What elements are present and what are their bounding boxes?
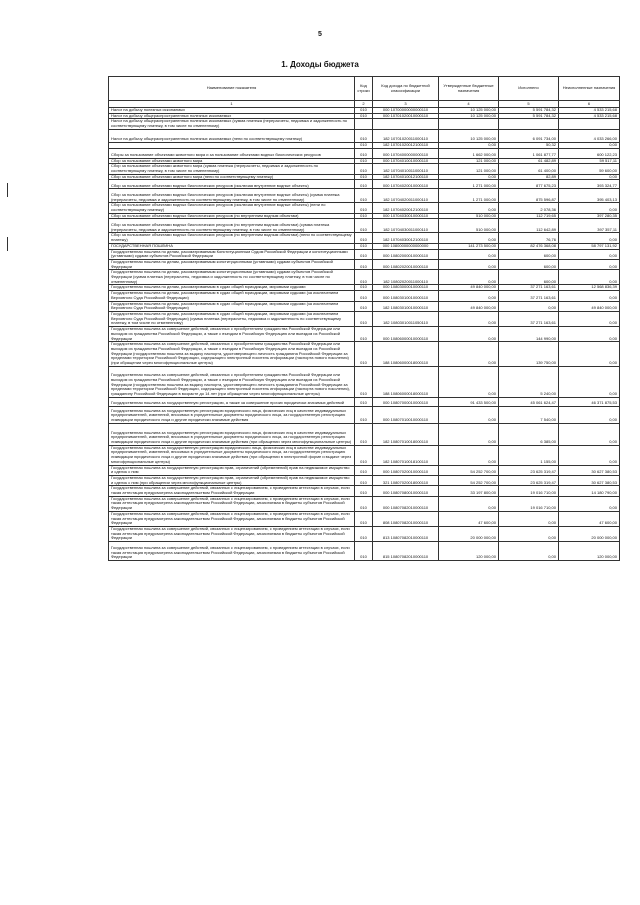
row-unexecuted: 0,00 (559, 233, 620, 243)
row-executed: 0,00 (499, 542, 559, 561)
row-line-code: 010 (355, 219, 373, 233)
revenue-table (108, 76, 620, 561)
row-line-code: 010 (355, 174, 373, 180)
row-unexecuted: 397 357,11 (559, 219, 620, 233)
row-budget-code: 808 10807082010000110 (373, 511, 439, 526)
row-approved: 0,00 (439, 342, 499, 367)
row-line-code: 010 (355, 301, 373, 311)
row-approved: 0,00 (439, 366, 499, 397)
page-number: 5 (318, 31, 322, 38)
row-line-code: 010 (355, 445, 373, 465)
row-name: Государственная пошлина за совершение действий, связанных с лицензированием, с проведением аттестации в случаях, если такая аттестация предусмотрена законодательством Российской Федерации, зачисляемая в бюджеты субъектов Российской Федерации (109, 511, 355, 526)
row-unexecuted: 0,00 (559, 327, 620, 342)
table-row (109, 129, 620, 142)
row-unexecuted: 600 122,23 (559, 148, 620, 158)
row-executed: 5 591 784,32 (499, 108, 559, 114)
row-name: Сбор за пользование объектами водных биологических ресурсов (по внутренним водным объектам) (109, 213, 355, 219)
row-unexecuted: 12 568 836,39 (559, 285, 620, 291)
row-name: ГОСУДАРСТВЕННАЯ ПОШЛИНА (109, 243, 355, 249)
row-name: Государственная пошлина за государственную регистрацию юридического лица, физических лиц в качестве индивидуальных предпринимателей, изменений, вносимых в учредительные документы юридического лица, за государственную регистрацию ликвидации юридического лица и другие юридически значимые действия (при обращении в электронной форме и выдаче через многофункциональные центры) (109, 445, 355, 465)
row-unexecuted: 0,00 (559, 423, 620, 445)
table-row (109, 189, 620, 203)
row-executed: 600,00 (499, 259, 559, 269)
column-number: 1 (109, 101, 355, 108)
table-row (109, 406, 620, 423)
row-approved (439, 119, 499, 129)
row-executed: 37 271 163,61 (499, 285, 559, 291)
row-unexecuted: 59 600,00 (559, 164, 620, 174)
table-row (109, 291, 620, 301)
row-approved: 121 000,00 (439, 164, 499, 174)
row-executed: 875 596,87 (499, 189, 559, 203)
row-budget-code: 813 10807082010000110 (373, 526, 439, 541)
row-approved: 0,00 (439, 174, 499, 180)
row-name: Государственная пошлина по делам, рассматриваемым в судах общей юрисдикции, мировыми судьями (за исключением Верховного Суда Российской Федерации) (109, 301, 355, 311)
row-approved: 20 000 000,00 (439, 526, 499, 541)
table-row (109, 397, 620, 406)
row-budget-code: 182 10807010018000110 (373, 423, 439, 445)
row-unexecuted (559, 119, 620, 129)
row-name: Государственная пошлина за государственную регистрацию прав, ограничений (обременений) прав на недвижимое имущество и сделок с ним (при обращении через многофункциональные центры) (109, 475, 355, 485)
row-name: Государственная пошлина за государственную регистрацию юридического лица, физических лиц в качестве индивидуальных предпринимателей, изменений, вносимых в учредительные документы юридического лица, за государственную регистрацию ликвидации юридического лица и другие юридически значимые действия (при обращении через многофункциональные центры) (109, 423, 355, 445)
row-unexecuted: 0,00 (559, 142, 620, 148)
row-budget-code: 182 10704010012100110 (373, 174, 439, 180)
row-unexecuted: 0,00 (559, 445, 620, 465)
row-approved: 120 000,00 (439, 542, 499, 561)
table-row (109, 148, 620, 158)
row-line-code: 010 (355, 397, 373, 406)
column-header-executed: Исполнено (499, 77, 559, 101)
row-approved: 0,00 (439, 406, 499, 423)
row-budget-code: 182 10704010011000110 (373, 164, 439, 174)
row-line-code: 010 (355, 249, 373, 259)
row-executed: 112 719,65 (499, 213, 559, 219)
row-unexecuted: 20 000 000,00 (559, 526, 620, 541)
row-approved: 33 197 800,00 (439, 486, 499, 496)
row-unexecuted: 47 600,00 (559, 511, 620, 526)
column-numbers-row (109, 101, 620, 108)
row-unexecuted: 4 533 215,68 (559, 113, 620, 119)
row-executed: 5 591 784,32 (499, 113, 559, 119)
row-budget-code: 000 10704030010000110 (373, 213, 439, 219)
row-line-code: 010 (355, 423, 373, 445)
row-line-code: 010 (355, 108, 373, 114)
row-line-code: 010 (355, 291, 373, 301)
row-name: Налог на добычу общераспространенных полезных ископаемых (сумма платежа (перерасчеты, недоимка и задолженность по соответствующему платежу, в том числе по отмененному) (109, 119, 355, 129)
row-approved: 1 271 000,00 (439, 180, 499, 189)
row-budget-code: 182 10704030012100110 (373, 233, 439, 243)
row-line-code: 010 (355, 327, 373, 342)
row-unexecuted: 393 324,77 (559, 180, 620, 189)
table-row (109, 113, 620, 119)
row-approved: 49 840 000,00 (439, 301, 499, 311)
row-unexecuted: 395 403,13 (559, 189, 620, 203)
row-line-code: 010 (355, 465, 373, 475)
row-approved: 47 600,00 (439, 511, 499, 526)
row-budget-code: 000 10800000000000000 (373, 243, 439, 249)
row-unexecuted: 49 840 000,00 (559, 301, 620, 311)
row-executed: 37 271 163,61 (499, 291, 559, 301)
row-budget-code: 000 10807020010000110 (373, 465, 439, 475)
row-name: Государственная пошлина по делам, рассматриваемым Конституционным Судом Российской Федерации и конституционными (уставными) судами субъектов Российской Федерации (109, 249, 355, 259)
row-name: Государственная пошлина за совершение действий, связанных с лицензированием, с проведением аттестации в случаях, если такая аттестация предусмотрена законодательством Российской Федерации, зачисляемая в бюджеты субъектов Российской Федерации (109, 526, 355, 541)
row-approved: 0,00 (439, 423, 499, 445)
row-line-code: 010 (355, 285, 373, 291)
row-name: Налог на добычу общераспространенных полезных ископаемых (пени по соответствующему платежу) (109, 129, 355, 142)
row-line-code: 010 (355, 180, 373, 189)
row-unexecuted: 0,00 (559, 174, 620, 180)
row-unexecuted: 397 280,35 (559, 213, 620, 219)
table-row (109, 233, 620, 243)
table-row (109, 219, 620, 233)
row-executed (499, 119, 559, 129)
row-budget-code: 815 10807082010000110 (373, 542, 439, 561)
table-row (109, 423, 620, 445)
row-budget-code: 182 10704020011000110 (373, 189, 439, 203)
row-unexecuted: 58 797 131,92 (559, 243, 620, 249)
row-unexecuted: 0,00 (559, 406, 620, 423)
row-approved: 0,00 (439, 445, 499, 465)
row-name: Сборы за пользование объектами животного мира и за пользование объектами водных биологических ресурсов (109, 148, 355, 158)
table-row (109, 119, 620, 129)
row-approved: 10 125 000,00 (439, 113, 499, 119)
row-name: Государственная пошлина за совершение действий, связанных с лицензированием, с проведением аттестации в случаях, если такая аттестация предусмотрена законодательством Российской Федерации (109, 486, 355, 496)
row-budget-code: 000 10701020010000110 (373, 113, 439, 119)
row-name: Государственная пошлина за совершение действий, связанных с приобретением гражданства Российской Федерации или выходом из гражданства Российской Федерации, а также с въездом в Российскую Федерацию или выездом из Российской Федерации (109, 327, 355, 342)
left-margin-mark (7, 183, 8, 197)
row-budget-code: 000 10806000010000110 (373, 327, 439, 342)
row-budget-code: 000 10807010010000110 (373, 406, 439, 423)
table-row (109, 366, 620, 397)
row-line-code: 010 (355, 366, 373, 397)
row-executed: 37 271 163,61 (499, 311, 559, 326)
row-executed: 6 385,00 (499, 423, 559, 445)
row-name: Налог на добычу общераспространенных полезных ископаемых (109, 113, 355, 119)
row-line-code: 010 (355, 270, 373, 285)
row-line-code: 010 (355, 203, 373, 213)
row-approved: 1 271 000,00 (439, 189, 499, 203)
row-budget-code: 000 10807082010000110 (373, 496, 439, 511)
row-approved: 0,00 (439, 259, 499, 269)
row-budget-code: 000 10807000010000110 (373, 397, 439, 406)
row-line-code: 010 (355, 511, 373, 526)
column-number: 2 (355, 101, 373, 108)
table-row (109, 445, 620, 465)
left-margin-mark (7, 237, 8, 251)
row-unexecuted: 120 000,00 (559, 542, 620, 561)
table-row (109, 465, 620, 475)
row-name: Сбор за пользование объектами животного мира (сумма платежа (перерасчеты, недоимка и задолженность по соответствующему платежу, в том числе по отмененному) (109, 164, 355, 174)
row-line-code: 010 (355, 342, 373, 367)
row-budget-code: 188 10806000018000110 (373, 342, 439, 367)
row-line-code: 010 (355, 542, 373, 561)
row-budget-code: 182 10704020012100110 (373, 203, 439, 213)
row-name: Государственная пошлина по делам, рассматриваемым в судах общей юрисдикции, мировыми судьями (за исключением Верховного Суда Российской Федерации) (109, 291, 355, 301)
row-budget-code: 182 10803010011050110 (373, 311, 439, 326)
row-name: Государственная пошлина по делам, рассматриваемым конституционными (уставными) судами субъектов Российской Федерации (109, 259, 355, 269)
row-name: Сбор за пользование объектами водных биологических ресурсов (по внутренним водным объектам) (пени по соответствующему платежу) (109, 233, 355, 243)
row-unexecuted: 59 517,11 (559, 158, 620, 164)
row-unexecuted: 0,00 (559, 496, 620, 511)
row-approved: 54 252 700,00 (439, 475, 499, 485)
row-approved: 0,00 (439, 496, 499, 511)
row-name: Сбор за пользование объектами водных биологических ресурсов (по внутренним водным объектам) (сумма платежа (перерасчеты, недоимка и задолженность по соответствующему платежу, в том числе по отмененному) (109, 219, 355, 233)
table-header-row (109, 77, 620, 101)
table-row (109, 164, 620, 174)
row-approved: 49 840 000,00 (439, 285, 499, 291)
row-executed: 76,76 (499, 233, 559, 243)
column-header-approved: Утвержденные бюджетные назначения (439, 77, 499, 101)
row-budget-code: 188 10806000018000110 (373, 366, 439, 397)
row-budget-code: 000 10802000010000110 (373, 249, 439, 259)
row-budget-code: 000 10802020010000110 (373, 259, 439, 269)
table-row (109, 180, 620, 189)
table-row (109, 259, 620, 269)
row-budget-code: 000 10807080010000110 (373, 486, 439, 496)
row-budget-code: 000 10700000000000110 (373, 108, 439, 114)
row-line-code: 010 (355, 406, 373, 423)
table-row (109, 203, 620, 213)
row-approved: 0,00 (439, 327, 499, 342)
row-executed: 7 540,00 (499, 406, 559, 423)
row-name: Сбор за пользование объектами животного мира (109, 158, 355, 164)
row-name: Государственная пошлина за совершение действий, связанных с лицензированием, с проведением аттестации в случаях, если такая аттестация предусмотрена законодательством Российской Федерации, зачисляемая в бюджеты субъектов Российской Федерации (109, 496, 355, 511)
row-unexecuted: 0,00 (559, 203, 620, 213)
row-executed: 82,89 (499, 174, 559, 180)
row-budget-code: 182 10803010010000110 (373, 301, 439, 311)
table-row (109, 542, 620, 561)
row-line-code: 010 (355, 189, 373, 203)
table-row (109, 270, 620, 285)
row-name: Государственная пошлина за государственную регистрацию юридического лица, физических лиц в качестве индивидуальных предпринимателей, изменений, вносимых в учредительные документы юридического лица, за государственную регистрацию ликвидации юридического лица и другие юридически значимые действия (109, 406, 355, 423)
table-row (109, 249, 620, 259)
row-budget-code: 321 10807020018000110 (373, 475, 439, 485)
row-executed: 19 016 710,00 (499, 486, 559, 496)
row-unexecuted: 0,00 (559, 259, 620, 269)
row-name: Сбор за пользование объектами водных биологических ресурсов (исключая внутренние водные объекты) (пени по соответствующему платежу) (109, 203, 355, 213)
row-executed: 19 016 710,00 (499, 496, 559, 511)
table-row (109, 301, 620, 311)
row-budget-code: 182 10704030011000110 (373, 219, 439, 233)
row-line-code: 010 (355, 475, 373, 485)
row-unexecuted: 0,00 (559, 249, 620, 259)
row-unexecuted: 0,00 (559, 366, 620, 397)
row-executed: 0,00 (499, 526, 559, 541)
row-line-code: 010 (355, 496, 373, 511)
row-name: Государственная пошлина за государственную регистрацию, а также за совершение прочих юридически значимых действий (109, 397, 355, 406)
row-approved: 0,00 (439, 291, 499, 301)
row-executed: 61 482,89 (499, 158, 559, 164)
row-approved: 121 000,00 (439, 158, 499, 164)
row-approved: 510 000,00 (439, 213, 499, 219)
row-line-code: 010 (355, 486, 373, 496)
row-executed: 139 750,00 (499, 342, 559, 367)
table-row (109, 285, 620, 291)
column-number: 5 (499, 101, 559, 108)
row-unexecuted: 0,00 (559, 342, 620, 367)
table-row (109, 327, 620, 342)
column-header-code: Код дохода по бюджетной классификации (373, 77, 439, 101)
column-header-name: Наименование показателя (109, 77, 355, 101)
row-executed: 23 625 319,47 (499, 465, 559, 475)
row-approved: 510 000,00 (439, 219, 499, 233)
row-name: Государственная пошлина по делам, рассматриваемым в судах общей юрисдикции, мировыми судьями (за исключением Верховного Суда Российской Федерации) (сумма платежа (перерасчеты, недоимка и задолженность по соответствующему платежу, в том числе по отмененному) (109, 311, 355, 326)
row-name: Государственная пошлина за совершение действий, связанных с лицензированием, с проведением аттестации в случаях, если такая аттестация предусмотрена законодательством Российской Федерации, зачисляемая в бюджеты субъектов Российской Федерации (109, 542, 355, 561)
row-name: Государственная пошлина за совершение действий, связанных с приобретением гражданства Российской Федерации или выходом из гражданства Российской Федерации, а также с въездом в Российскую Федерацию или выездом из Российской Федерации (государственная пошлина за выдачу паспорта, удостоверяющего личность гражданина Российской Федерации за пределами территории Российской Федерации, содержащего электронный носитель информации (паспорта нового поколения), гражданину Российской Федерации в возрасте до 14 лет (при обращении через многофункциональные центры) (109, 366, 355, 397)
row-line-code: 010 (355, 113, 373, 119)
row-executed: 23 625 319,47 (499, 475, 559, 485)
table-row (109, 158, 620, 164)
row-budget-code: 000 10803000010000110 (373, 285, 439, 291)
table-row (109, 486, 620, 496)
row-executed: 144 990,00 (499, 327, 559, 342)
row-line-code: 010 (355, 142, 373, 148)
row-executed: 6 091 734,00 (499, 129, 559, 142)
row-line-code: 010 (355, 158, 373, 164)
row-line-code: 010 (355, 148, 373, 158)
row-executed: 2 078,36 (499, 203, 559, 213)
row-executed: 50,32 (499, 142, 559, 148)
row-budget-code: 000 10704010010000110 (373, 158, 439, 164)
row-executed: 600,00 (499, 270, 559, 285)
column-number: 6 (559, 101, 620, 108)
row-executed: 5 240,00 (499, 366, 559, 397)
row-approved: 10 125 000,00 (439, 108, 499, 114)
row-name: Государственная пошлина по делам, рассматриваемым конституционными (уставными) судами субъектов Российской Федерации (сумма платежа (перерасчеты, недоимка и задолженность по соответствующему платежу, в том числе по отмененному) (109, 270, 355, 285)
row-name: Государственная пошлина по делам, рассматриваемым в судах общей юрисдикции, мировыми судьями (109, 285, 355, 291)
row-executed: 600,00 (499, 249, 559, 259)
row-budget-code: 000 10704020010000110 (373, 180, 439, 189)
row-budget-code: 182 10701020012100110 (373, 142, 439, 148)
row-line-code: 010 (355, 243, 373, 249)
row-line-code: 010 (355, 233, 373, 243)
row-unexecuted: 0,00 (559, 291, 620, 301)
row-approved: 0,00 (439, 233, 499, 243)
row-executed: 1 155,00 (499, 445, 559, 465)
row-budget-code: 000 10803010010000110 (373, 291, 439, 301)
row-approved: 0,00 (439, 249, 499, 259)
row-executed: 112 642,89 (499, 219, 559, 233)
row-budget-code (373, 119, 439, 129)
row-budget-code: 182 10701020011000110 (373, 129, 439, 142)
row-approved: 54 252 700,00 (439, 465, 499, 475)
row-name: Налог на добычу полезных ископаемых (109, 108, 355, 114)
row-executed: 45 061 624,47 (499, 397, 559, 406)
row-name: Сбор за пользование объектами животного мира (пени по соответствующему платежу) (109, 174, 355, 180)
row-line-code: 010 (355, 213, 373, 219)
row-approved: 141 273 500,00 (439, 243, 499, 249)
column-number: 4 (439, 101, 499, 108)
row-line-code: 010 (355, 526, 373, 541)
row-line-code: 010 (355, 164, 373, 174)
row-approved: 91 433 500,00 (439, 397, 499, 406)
table-row (109, 342, 620, 367)
row-executed: 82 476 368,08 (499, 243, 559, 249)
row-executed: 1 061 877,77 (499, 148, 559, 158)
row-executed: 0,00 (499, 511, 559, 526)
row-approved: 0,00 (439, 270, 499, 285)
row-name: Сбор за пользование объектами водных биологических ресурсов (исключая внутренние водные объекты) (сумма платежа (перерасчеты, недоимка и задолженность по соответствующему платежу, в том числе по отмененному) (109, 189, 355, 203)
column-header-unexecuted: Неисполненные назначения (559, 77, 620, 101)
row-budget-code: 182 10802020011000110 (373, 270, 439, 285)
row-executed: 0,00 (499, 301, 559, 311)
row-line-code: 010 (355, 259, 373, 269)
row-executed: 61 400,00 (499, 164, 559, 174)
row-unexecuted: 4 033 266,00 (559, 129, 620, 142)
row-unexecuted: 30 627 380,53 (559, 475, 620, 485)
row-unexecuted: 30 627 380,53 (559, 465, 620, 475)
row-approved: 0,00 (439, 142, 499, 148)
row-executed: 877 675,23 (499, 180, 559, 189)
row-unexecuted: 14 180 790,00 (559, 486, 620, 496)
table-row (109, 496, 620, 511)
row-budget-code: 000 10704000000000110 (373, 148, 439, 158)
row-unexecuted: 46 371 875,53 (559, 397, 620, 406)
table-row (109, 511, 620, 526)
row-line-code: 010 (355, 311, 373, 326)
table-row (109, 213, 620, 219)
row-approved: 0,00 (439, 311, 499, 326)
table-row (109, 475, 620, 485)
column-number: 3 (373, 101, 439, 108)
column-header-line: Код строки (355, 77, 373, 101)
row-budget-code: 182 10807010018100110 (373, 445, 439, 465)
row-name: Государственная пошлина за государственную регистрацию прав, ограничений (обременений) прав на недвижимое имущество и сделок с ним (109, 465, 355, 475)
row-unexecuted: 0,00 (559, 270, 620, 285)
row-unexecuted: 0,00 (559, 311, 620, 326)
table-row (109, 526, 620, 541)
row-approved: 1 662 000,00 (439, 148, 499, 158)
row-line-code: 010 (355, 129, 373, 142)
row-line-code (355, 119, 373, 129)
page-title: 1. Доходы бюджета (281, 60, 359, 69)
table-row (109, 311, 620, 326)
row-name: Сбор за пользование объектами водных биологических ресурсов (исключая внутренние водные объекты) (109, 180, 355, 189)
row-unexecuted: 4 533 215,68 (559, 108, 620, 114)
row-name: Государственная пошлина за совершение действий, связанных с приобретением гражданства Российской Федерации или выходом из гражданства Российской Федерации, а также с въездом в Российскую Федерацию или выездом из Российской Федерации (государственная пошлина за выдачу паспорта, удостоверяющего личность гражданина Российской Федерации за пределами территории Российской Федерации, содержащего электронный носитель информации (паспорта нового поколения) (при обращении через многофункциональные центры) (109, 342, 355, 367)
row-approved: 0,00 (439, 203, 499, 213)
row-approved: 10 125 000,00 (439, 129, 499, 142)
